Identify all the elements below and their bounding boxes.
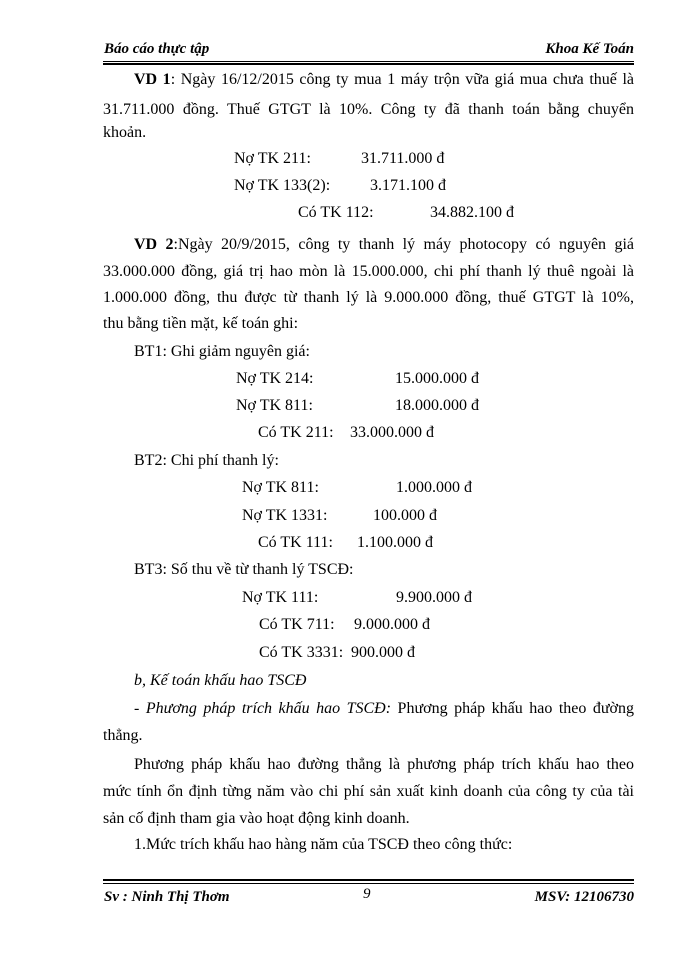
bt2-entry-3-account: Có TK 111: (258, 534, 333, 551)
method-label: - Phương pháp trích khấu hao TSCĐ: (134, 700, 392, 717)
bt3-entry-3-amount: 900.000 đ (351, 644, 415, 661)
bt2-title: BT2: Chi phí thanh lý: (134, 452, 279, 469)
bt1-entry-3-amount: 33.000.000 đ (350, 424, 434, 441)
bt1-title: BT1: Ghi giảm nguyên giá: (134, 343, 310, 360)
header-rule-thin (103, 61, 634, 62)
vd2-line1: VD 2:Ngày 20/9/2015, công ty thanh lý máy photocopy có nguyên giá (134, 236, 635, 253)
bt3-title: BT3: Số thu về từ thanh lý TSCĐ: (134, 561, 354, 578)
vd1-entry-3-amount: 34.882.100 đ (430, 204, 514, 221)
bt3-entry-1-account: Nợ TK 111: (242, 589, 319, 606)
method-line2: thẳng. (103, 727, 143, 744)
vd1-label: VD 1 (134, 71, 171, 88)
header-left: Báo cáo thực tập (104, 41, 210, 57)
bt2-entry-2-account: Nợ TK 1331: (242, 507, 328, 524)
vd2-line4: thu bằng tiền mặt, kế toán ghi: (103, 315, 299, 332)
vd1-line2: 31.711.000 đồng. Thuế GTGT là 10%. Công ty đã thanh toán bằng chuyển (103, 101, 634, 118)
para-line3: sản cố định tham gia vào hoạt động kinh doanh. (103, 810, 410, 827)
bt2-entry-1-account: Nợ TK 811: (242, 479, 319, 496)
bt2-entry-3-amount: 1.100.000 đ (357, 534, 433, 551)
vd1-entry-3-account: Có TK 112: (298, 204, 374, 221)
footer-student: Sv : Ninh Thị Thơm (104, 889, 230, 905)
bt1-entry-3-account: Có TK 211: (258, 424, 334, 441)
item-1: 1.Mức trích khấu hao hàng năm của TSCĐ theo công thức: (134, 836, 513, 853)
vd1-line1: VD 1: Ngày 16/12/2015 công ty mua 1 máy trộn vữa giá mua chưa thuế là (134, 71, 634, 88)
page-number: 9 (363, 886, 371, 902)
bt1-entry-2-account: Nợ TK 811: (236, 397, 313, 414)
bt3-entry-3-account: Có TK 3331: (259, 644, 344, 661)
vd1-entry-1-account: Nợ TK 211: (234, 150, 311, 167)
bt3-entry-1-amount: 9.900.000 đ (396, 589, 472, 606)
header-rule-thick (103, 63, 634, 65)
header-right: Khoa Kế Toán (545, 41, 634, 57)
vd1-line3: khoản. (103, 124, 147, 141)
bt2-entry-1-amount: 1.000.000 đ (396, 479, 472, 496)
footer-msv: MSV: 12106730 (534, 889, 634, 905)
vd1-entry-1-amount: 31.711.000 đ (361, 150, 445, 167)
vd2-line2: 33.000.000 đồng, giá trị hao mòn là 15.000.000, chi phí thanh lý thuê ngoài là (103, 263, 634, 280)
bt3-entry-2-account: Có TK 711: (259, 616, 335, 633)
bt3-entry-2-amount: 9.000.000 đ (354, 616, 430, 633)
vd1-entry-2-account: Nợ TK 133(2): (234, 177, 331, 194)
para-line1: Phương pháp khấu hao đường thẳng là phương pháp trích khấu hao theo (134, 756, 634, 773)
vd2-label: VD 2 (134, 236, 174, 253)
method-line1: - Phương pháp trích khấu hao TSCĐ: Phương pháp khấu hao theo đường (134, 700, 635, 717)
bt1-entry-2-amount: 18.000.000 đ (395, 397, 479, 414)
bt1-entry-1-amount: 15.000.000 đ (395, 370, 479, 387)
section-b-heading: b, Kế toán khấu hao TSCĐ (134, 672, 307, 689)
vd2-line3: 1.000.000 đồng, thu được từ thanh lý là 9.000.000 đồng, thuế GTGT là 10%, (103, 289, 634, 306)
vd1-entry-2-amount: 3.171.100 đ (370, 177, 446, 194)
bt2-entry-2-amount: 100.000 đ (373, 507, 437, 524)
footer-rule-thick (103, 879, 634, 881)
para-line2: mức tính ổn định từng năm vào chi phí sản xuất kinh doanh của công ty của tài (103, 783, 634, 800)
footer-rule-thin (103, 883, 634, 884)
bt1-entry-1-account: Nợ TK 214: (236, 370, 314, 387)
